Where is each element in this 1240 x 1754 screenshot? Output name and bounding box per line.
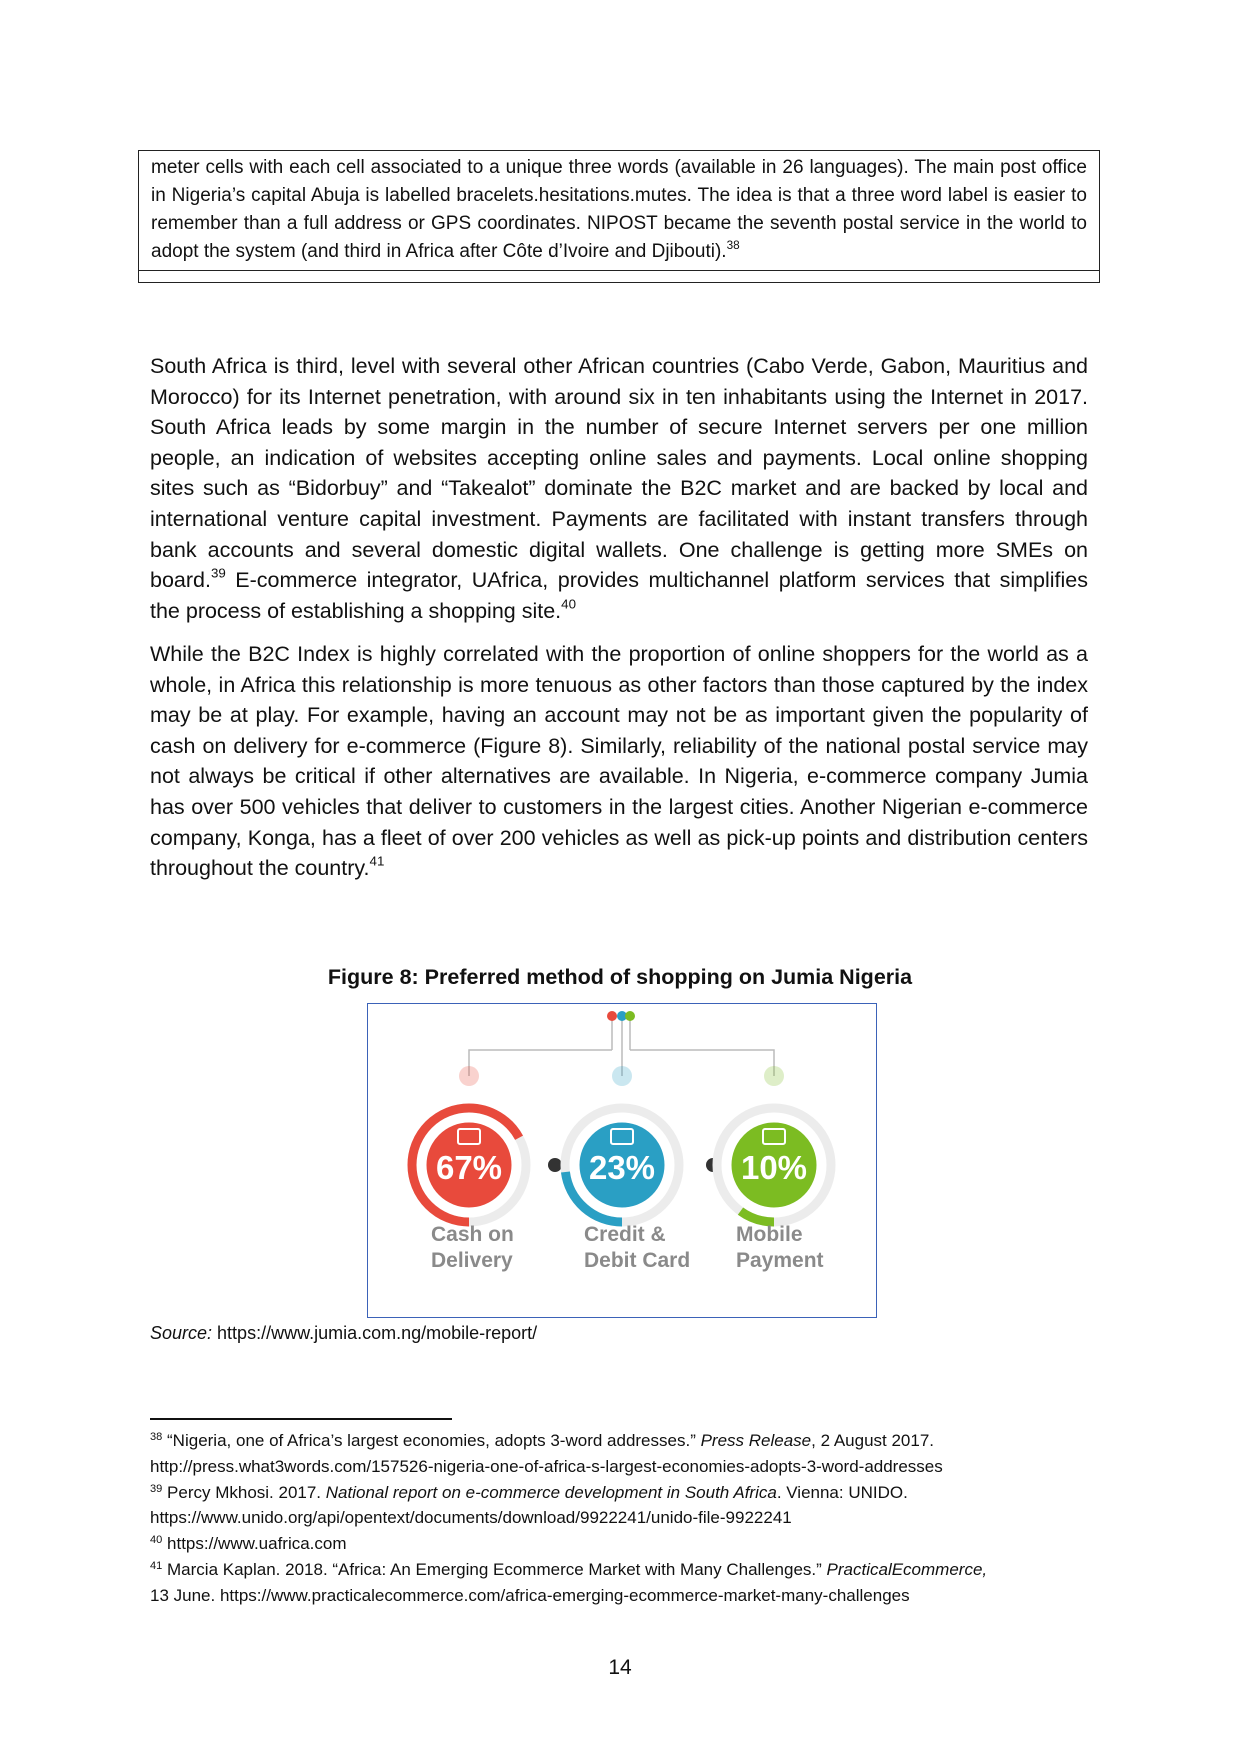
- figure-8-chart: [367, 1003, 877, 1318]
- footnote-text: . Vienna: UNIDO.: [776, 1482, 908, 1502]
- footnote-40: [150, 1531, 1100, 1557]
- footnote-number: 41: [150, 1559, 163, 1572]
- footnote-ref-41[interactable]: 41: [369, 853, 385, 869]
- footnotes: [150, 1428, 1100, 1609]
- connector-dot-cash-on-delivery: [607, 1011, 617, 1021]
- category-label-mobile-payment-1: Mobile: [736, 1223, 803, 1246]
- category-label-mobile-payment-2: Payment: [736, 1249, 824, 1272]
- footnote-38: [150, 1428, 1100, 1454]
- page-number: 14: [608, 1656, 632, 1679]
- paragraph-b2c-index: [150, 639, 1088, 884]
- paragraph-text: E-commerce integrator, UAfrica, provides multichannel platform services that simplifies the process of establishing a shopping site.: [150, 568, 1088, 623]
- category-label-cash-on-delivery-1: Cash on: [431, 1223, 514, 1246]
- footnote-ref-40[interactable]: 40: [561, 596, 576, 612]
- footnote-number: 39: [150, 1482, 163, 1495]
- source-label: Source:: [150, 1323, 213, 1343]
- footnote-number: 40: [150, 1534, 163, 1547]
- paragraph-text: While the B2C Index is highly correlated with the proportion of online shoppers for the world as a whole, in Africa this relationship is more tenuous as other factors than those captured by the index may be at play. For example, having an account may not be as important given the popularity of cash on delivery for e-commerce (Figure 8). Similarly, reliability of the national postal service may not always be critical if other alternatives are available. In Nigeria, e-commerce company Jumia has over 500 vehicles that deliver to customers in the largest cities. Another Nigerian e-commerce company, Konga, has a fleet of over 200 vehicles as well as pick-up points and distribution centers throughout the country.: [150, 642, 1088, 881]
- footnote-text: Marcia Kaplan. 2018. “Africa: An Emerging Ecommerce Market with Many Challenges.”: [162, 1559, 827, 1579]
- footnote-39-url[interactable]: https://www.unido.org/api/opentext/documents/download/9922241/unido-file-9922241: [150, 1508, 792, 1528]
- footnote-url[interactable]: https://www.uafrica.com: [162, 1534, 347, 1554]
- value-label-mobile-payment: 10%: [740, 1149, 808, 1186]
- figure-source: [150, 1323, 537, 1344]
- category-label-cash-on-delivery-2: Delivery: [431, 1249, 513, 1272]
- category-label-credit-debit-card-1: Credit &: [584, 1223, 666, 1246]
- footnote-italic: PracticalEcommerce,: [826, 1559, 988, 1579]
- footnote-38-url[interactable]: http://press.what3words.com/157526-nigeria-one-of-africa-s-largest-economies-adopts-3-word-addresses: [150, 1456, 943, 1476]
- source-url[interactable]: https://www.jumia.com.ng/mobile-report/: [212, 1323, 538, 1343]
- value-label-cash-on-delivery: 67%: [435, 1149, 503, 1186]
- value-label-credit-debit-card: 23%: [588, 1149, 656, 1186]
- footnote-italic: Press Release: [700, 1431, 812, 1450]
- footnote-text: , 2 August 2017.: [811, 1431, 935, 1450]
- connector-dot-mobile-payment: [625, 1011, 635, 1021]
- text-box-content: [139, 151, 1099, 270]
- text-box-text: meter cells with each cell associated to a unique three words (available in 26 languages). The main post office in Nigeria’s capital Abuja is labelled bracelets.hesitations.mutes. The idea is that a three word label is easier to remember than a full address or GPS coordinates. NIPOST became the seventh postal service in the world to adopt the system (and third in Africa after Côte d’Ivoire and Djibouti).: [151, 157, 1087, 262]
- footnote-ref-38[interactable]: 38: [726, 238, 740, 252]
- paragraph-text: South Africa is third, level with several other African countries (Cabo Verde, Gabon, Mauritius and Morocco) for its Internet penetration, with around six in ten inhabitants using the Internet in 2017. South Africa leads by some margin in the number of secure Internet servers per one million people, an indication of websites accepting online sales and payments. Local online shopping sites such as “Bidorbuy” and “Takealot” dominate the B2C market and are backed by local and international venture capital investment. Payments are facilitated with instant transfers through bank accounts and several domestic digital wallets. One challenge is getting more SMEs on board.: [150, 354, 1088, 593]
- text-box-empty-row: [139, 270, 1099, 282]
- footnote-text: Percy Mkhosi. 2017.: [162, 1482, 326, 1502]
- category-label-credit-debit-card-2: Debit Card: [584, 1249, 691, 1272]
- connector-end-credit-debit-card: [612, 1066, 632, 1086]
- footnote-italic: National report on e-commerce development in South Africa: [325, 1482, 777, 1502]
- footnote-divider: [150, 1418, 452, 1420]
- figure-caption: Figure 8: Preferred method of shopping on Jumia Nigeria: [327, 965, 913, 989]
- connector-end-cash-on-delivery: [459, 1066, 479, 1086]
- footnote-number: 38: [150, 1430, 163, 1443]
- text-box: [138, 150, 1100, 283]
- footnote-text: “Nigeria, one of Africa’s largest economies, adopts 3-word addresses.”: [162, 1431, 701, 1450]
- footnote-41-cont: 13 June. https://www.practicalecommerce.com/africa-emerging-ecommerce-market-many-challenges: [150, 1585, 910, 1605]
- paragraph-south-africa: [150, 351, 1088, 626]
- chart-svg: [368, 1004, 875, 1316]
- connector-end-mobile-payment: [764, 1066, 784, 1086]
- footnote-41: [150, 1557, 1100, 1583]
- footnote-39: [150, 1480, 1100, 1506]
- footnote-ref-39[interactable]: 39: [210, 565, 226, 581]
